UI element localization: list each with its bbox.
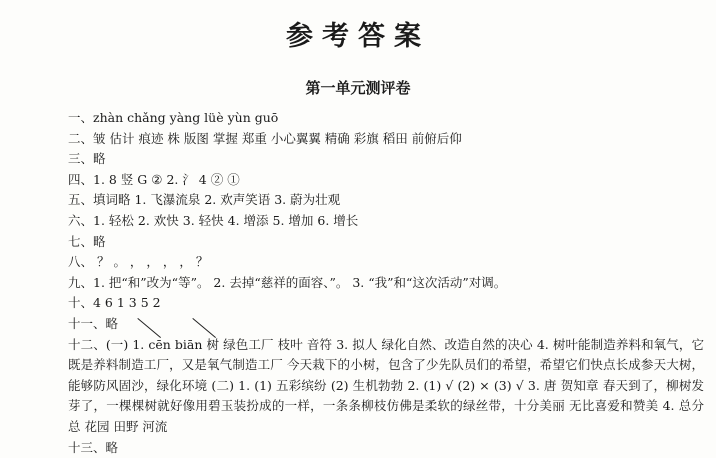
- answer-line-7: 七、略: [68, 232, 704, 253]
- answer-line-5: 五、填词略 1. 飞瀑流泉 2. 欢声笑语 3. 蔚为壮观: [68, 190, 704, 211]
- answer-line-9: 九、1. 把“和”改为“等”。 2. 去掉“慈祥的面容、”。 3. “我”和“这次活动”对调。: [68, 273, 704, 294]
- answer-line-1: 一、zhàn chǎng yàng lüè yùn guō: [68, 108, 704, 129]
- answer-list: [68, 108, 704, 458]
- answer-line-11: 十一、略: [68, 314, 704, 335]
- page-title: 参考答案: [0, 14, 716, 53]
- answer-line-10: 十、4 6 1 3 5 2: [68, 293, 704, 314]
- answer-line-8: 八、 ？ 。 ， ， ， ， ？: [68, 252, 704, 273]
- answer-line-6: 六、1. 轻松 2. 欢快 3. 轻快 4. 增添 5. 增加 6. 增长: [68, 211, 704, 232]
- answer-line-3: 三、略: [68, 149, 704, 170]
- answer-line-13: 十三、略: [68, 438, 704, 458]
- answer-section-12: 十二、(一) 1. cēn biān 树 绿色工厂 枝叶 音符 3. 拟人 绿化自然、改造自然的决心 4. 树叶能制造养料和氧气，它既是养料制造工厂，又是氧气制造工厂 今天栽下的小树，包含了少先队员们的希望，希望它们快点长成参天大树，能够防风固沙，绿化环境 (二) 1. (1) 五彩缤纷 (2) 生机勃勃 2. (1) √ (2) × (3) √ 3. 唐 贺知章 春天到了，柳树发芽了，一棵棵树就好像用碧玉装扮成的一样，一条条柳枝仿佛是柔软的绿丝带，十分美丽 无比喜爱和赞美 4. 总分总 花园 田野 河流: [68, 335, 704, 438]
- answer-line-4: 四、1. 8 竖 G ② 2. 氵 4 ② ①: [68, 170, 704, 191]
- answer-line-2: 二、皱 估计 痕迹 株 版图 掌握 郑重 小心翼翼 精确 彩旗 稻田 前俯后仰: [68, 129, 704, 150]
- unit-title: 第一单元测评卷: [0, 77, 716, 98]
